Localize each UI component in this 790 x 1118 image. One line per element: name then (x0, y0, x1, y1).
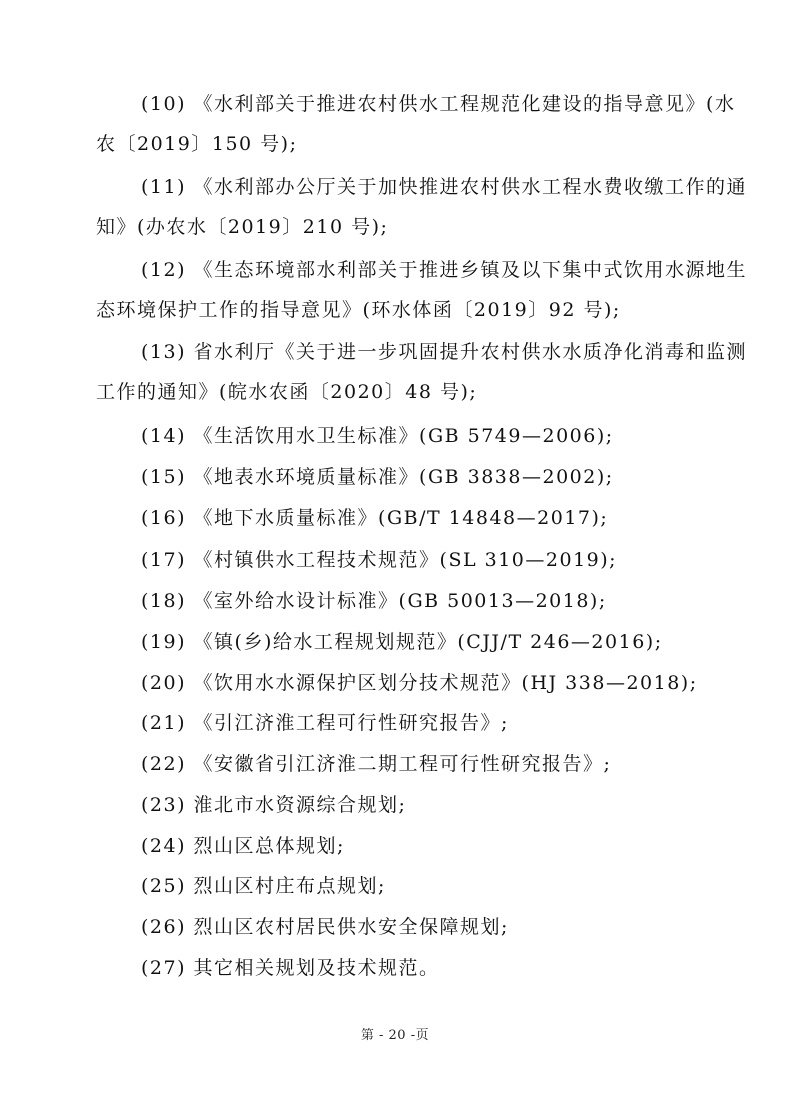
reference-line-continued: 知》(办农水〔2019〕210 号); (96, 216, 389, 238)
reference-line: (21) 《引江济淮工程可行性研究报告》; (141, 712, 509, 734)
reference-line: (24) 烈山区总体规划; (141, 835, 345, 857)
reference-item-27 (96, 948, 704, 988)
reference-line: (25) 烈山区村庄布点规划; (141, 875, 386, 897)
reference-line: (23) 淮北市水资源综合规划; (141, 794, 407, 816)
reference-line: (17) 《村镇供水工程技术规范》(SL 310—2019); (141, 549, 618, 571)
reference-line: (15) 《地表水环境质量标准》(GB 3838—2002); (141, 466, 614, 488)
reference-line: (19) 《镇(乡)给水工程规划规范》(CJJ/T 246—2016); (141, 631, 663, 653)
reference-item-12 (96, 250, 748, 330)
reference-line-continued: 农〔2019〕150 号); (96, 133, 298, 155)
reference-item-13 (96, 332, 748, 412)
reference-item-17 (96, 540, 704, 580)
reference-item-14 (96, 416, 704, 456)
reference-line: (14) 《生活饮用水卫生标准》(GB 5749—2006); (141, 425, 614, 447)
reference-line-continued: 态环境保护工作的指导意见》(环水体函〔2019〕92 号); (96, 299, 621, 321)
page-number-footer: 第 - 20 -页 (360, 1028, 430, 1043)
reference-item-20 (96, 663, 704, 703)
reference-item-22 (96, 744, 704, 784)
reference-item-19 (96, 622, 704, 662)
reference-item-25 (96, 866, 704, 906)
reference-line: (22) 《安徽省引江济淮二期工程可行性研究报告》; (141, 753, 612, 775)
reference-line: (18) 《室外给水设计标准》(GB 50013—2018); (141, 590, 607, 612)
reference-line: (10) 《水利部关于推进农村供水工程规范化建设的指导意见》(水 (141, 93, 736, 115)
reference-line-continued: 工作的通知》(皖水农函〔2020〕48 号); (96, 381, 478, 403)
reference-item-15 (96, 457, 704, 497)
reference-line: (12) 《生态环境部水利部关于推进乡镇及以下集中式饮用水源地生 (141, 259, 748, 281)
reference-item-21 (96, 703, 704, 743)
reference-item-26 (96, 907, 704, 947)
reference-line: (11) 《水利部办公厅关于加快推进农村供水工程水费收缴工作的通 (141, 176, 748, 198)
reference-item-18 (96, 581, 704, 621)
reference-item-24 (96, 826, 704, 866)
reference-item-11 (96, 167, 748, 247)
reference-item-10 (96, 84, 736, 164)
reference-line: (27) 其它相关规划及技术规范。 (141, 957, 440, 979)
reference-line: (16) 《地下水质量标准》(GB/T 14848—2017); (141, 507, 609, 529)
reference-line: (26) 烈山区农村居民供水安全保障规划; (141, 916, 509, 938)
reference-line: (20) 《饮用水水源保护区划分技术规范》(HJ 338—2018); (141, 672, 698, 694)
reference-item-23 (96, 785, 704, 825)
reference-line: (13) 省水利厅《关于进一步巩固提升农村供水水质净化消毒和监测 (141, 341, 748, 363)
reference-item-16 (96, 498, 704, 538)
